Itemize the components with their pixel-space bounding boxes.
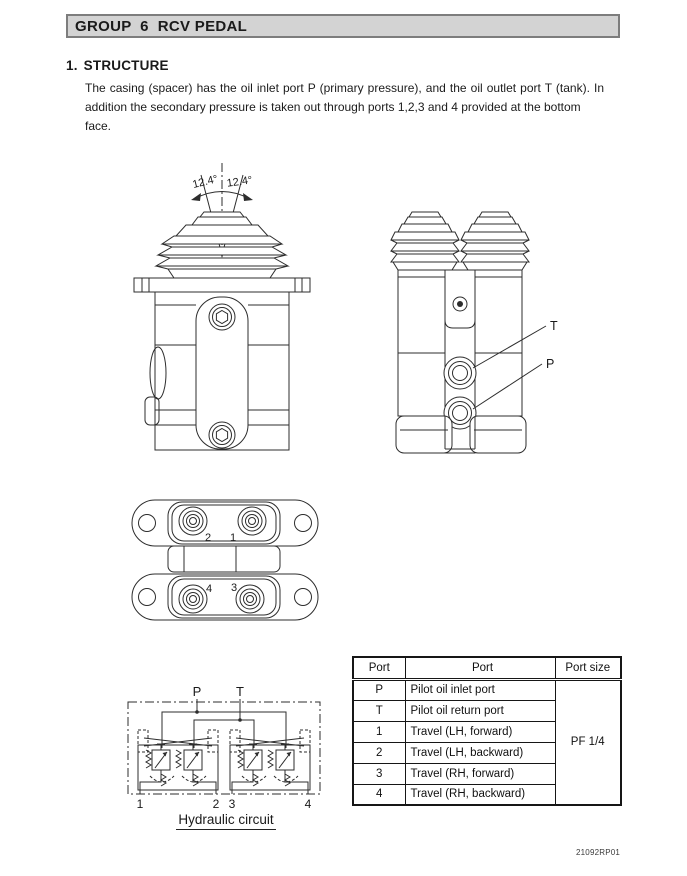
group-title: GROUP 6 RCV PEDAL xyxy=(75,17,248,35)
port-3-label: 3 xyxy=(230,582,238,594)
cell-port: 3 xyxy=(353,763,405,784)
table-header-row xyxy=(353,657,621,679)
bottom-view-drawing xyxy=(124,488,324,643)
bottom-view-middle-band xyxy=(168,546,280,572)
cell-description: Travel (LH, forward) xyxy=(405,721,555,742)
front-view-bellows xyxy=(156,212,288,278)
port-t-label: T xyxy=(550,319,558,333)
circuit-port-4-label: 4 xyxy=(304,797,312,811)
circuit-valve-group-right xyxy=(229,730,312,811)
port-4-label: 4 xyxy=(205,583,213,595)
section-body xyxy=(85,79,604,136)
bottom-view-top-flange xyxy=(132,500,318,546)
circuit-caption xyxy=(158,812,294,830)
side-view-bellows-right xyxy=(461,212,529,270)
port-1-label: 1 xyxy=(229,532,237,544)
circuit-supply-lines xyxy=(128,684,320,794)
group-title-bar xyxy=(66,14,620,38)
side-view-body xyxy=(396,270,526,453)
circuit-port-1-label: 1 xyxy=(136,797,144,811)
cell-port: 2 xyxy=(353,742,405,763)
circuit-valve-group-left xyxy=(137,730,220,811)
hydraulic-circuit-diagram xyxy=(118,682,334,832)
bottom-view-bottom-flange xyxy=(132,574,318,620)
section-heading xyxy=(66,58,169,73)
port-boss-3 xyxy=(236,585,264,613)
table-row xyxy=(353,679,621,700)
circuit-t-label: T xyxy=(236,684,244,699)
cell-description: Travel (RH, forward) xyxy=(405,763,555,784)
cell-description: Pilot oil return port xyxy=(405,700,555,721)
port-table xyxy=(352,656,622,806)
cell-port-size: PF 1/4 xyxy=(555,679,621,805)
col-header-description: Port xyxy=(405,657,555,679)
port-boss-4 xyxy=(179,585,207,613)
body-line-2: addition the secondary pressure is taken out through ports 1,2,3 and 4 provided at the bottom face. xyxy=(85,100,581,133)
body-line-1: The casing (spacer) has the oil inlet port P (primary pressure), and the oil outlet port T (tank). In xyxy=(85,81,604,95)
section-number: 1. xyxy=(66,58,78,73)
port-2-label: 2 xyxy=(204,532,212,544)
angle-right-label: 12.4° xyxy=(225,174,254,190)
cell-description: Travel (LH, backward) xyxy=(405,742,555,763)
port-boss-2 xyxy=(179,507,207,535)
col-header-port: Port xyxy=(353,657,405,679)
side-view-bellows-left xyxy=(391,212,459,270)
angle-left-label: 12.4° xyxy=(191,173,220,192)
cell-description: Pilot oil inlet port xyxy=(405,679,555,700)
front-view-drawing xyxy=(118,155,342,455)
cell-port: 4 xyxy=(353,784,405,805)
hex-bolt-top xyxy=(209,304,235,330)
circuit-p-label: P xyxy=(192,684,202,699)
front-view-body xyxy=(134,278,310,450)
cell-port: 1 xyxy=(353,721,405,742)
side-view-drawing xyxy=(378,202,574,457)
circuit-port-2-label: 2 xyxy=(212,797,220,811)
circuit-port-3-label: 3 xyxy=(228,797,236,811)
document-code: 21092RP01 xyxy=(576,848,621,857)
port-p-label: P xyxy=(546,357,555,371)
port-t-boss xyxy=(444,357,476,389)
cell-description: Travel (RH, backward) xyxy=(405,784,555,805)
hex-bolt-bottom xyxy=(209,422,235,448)
cell-port: P xyxy=(353,679,405,700)
col-header-port-size: Port size xyxy=(555,657,621,679)
section-title: STRUCTURE xyxy=(83,58,169,73)
port-boss-1 xyxy=(238,507,266,535)
circuit-caption-text: Hydraulic circuit xyxy=(176,812,275,830)
cell-port: T xyxy=(353,700,405,721)
